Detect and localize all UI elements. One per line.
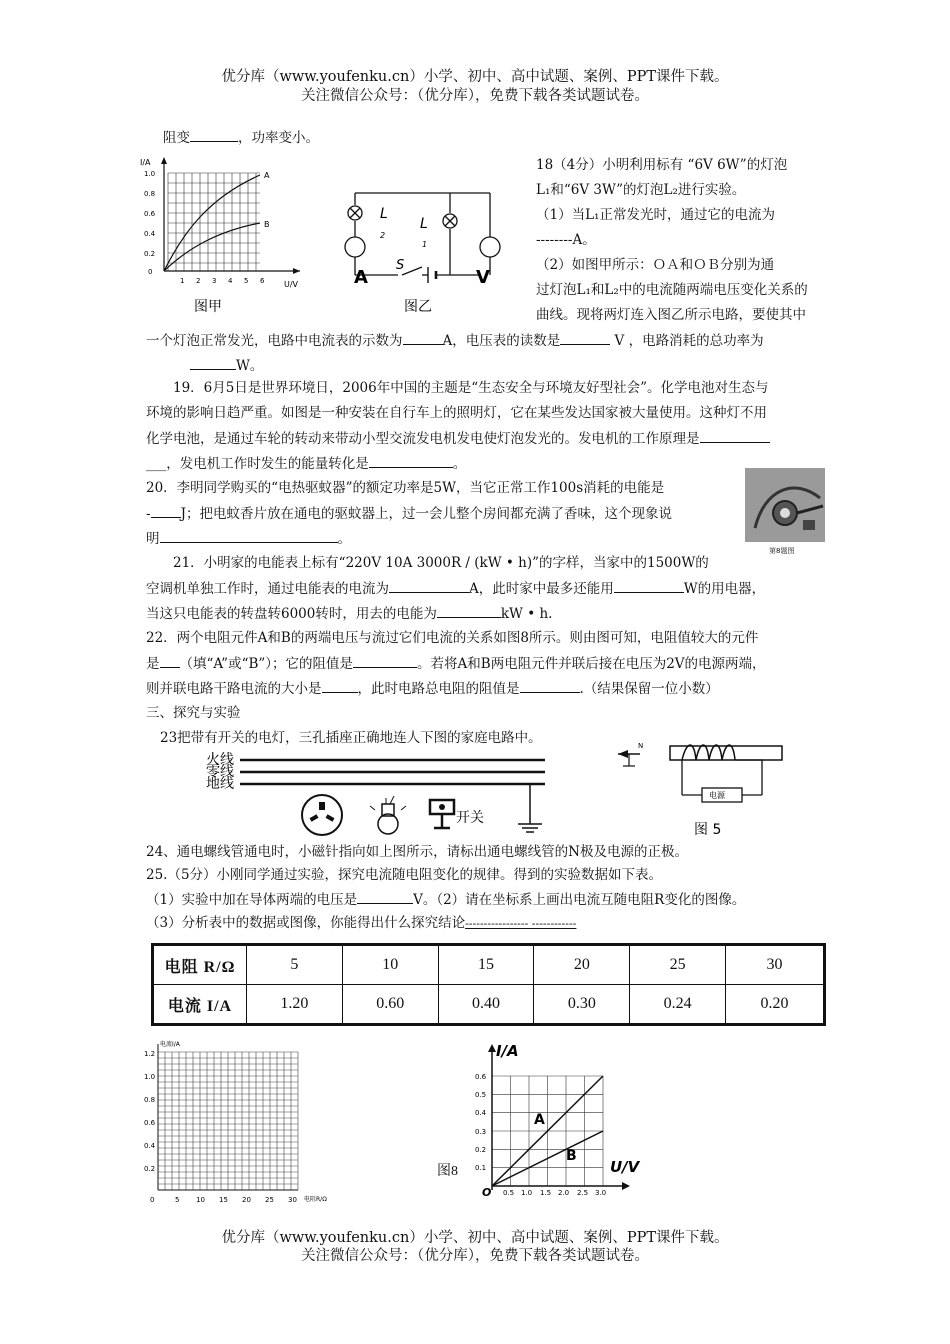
- y-tick: 0.4: [144, 230, 156, 238]
- table-cell: 20: [534, 945, 630, 985]
- table-cell: 0.30: [534, 985, 630, 1025]
- answer-blank[interactable]: [160, 528, 338, 543]
- fig-jia-graph: [138, 153, 310, 321]
- voltmeter-icon: [480, 237, 500, 257]
- lamp-l1-label: L: [420, 216, 428, 232]
- lamp-l2-label: L: [380, 206, 388, 222]
- fig8-x-tick: 1.0: [521, 1189, 533, 1197]
- x-tick: 5: [244, 277, 249, 285]
- y-tick: 0.6: [144, 210, 156, 218]
- fig-yi-caption: 图乙: [404, 299, 432, 315]
- curve-a-label: A: [264, 171, 270, 180]
- switch-label: 开关: [456, 810, 484, 826]
- q22-line1: 22．两个电阻元件A和B的两端电压与流过它们电流的关系如图8所示。则由图可知，电阻值较大的元件: [146, 630, 759, 646]
- curve-b-label: B: [264, 220, 270, 229]
- y-tick: 0.8: [144, 190, 156, 198]
- x-axis-label: U/V: [284, 280, 299, 289]
- fig8-y-tick: 0.5: [475, 1091, 487, 1099]
- grid-x-tick: 10: [196, 1196, 205, 1204]
- answer-blank[interactable]: [389, 578, 469, 593]
- q18-line6: 过灯泡L₁和L₂中的电流随两端电压变化关系的: [536, 282, 808, 298]
- wall-switch-icon[interactable]: [430, 800, 454, 828]
- table-cell: 1.20: [247, 985, 343, 1025]
- grid-x-tick: 5: [175, 1196, 180, 1204]
- x-tick: 6: [260, 277, 265, 285]
- grid-y-tick: 1.0: [144, 1073, 156, 1081]
- grid-x-tick: 25: [265, 1196, 274, 1204]
- answer-blank[interactable]: [151, 503, 181, 518]
- page-footer-line1: 优分库（www.youfenku.cn）小学、初中、高中试题、案例、PPT课件下载。: [221, 1230, 729, 1246]
- q25-line3: （3）分析表中的数据或图像，你能得出什么探究结论----------------- ------------: [146, 915, 577, 931]
- house-circuit: [200, 750, 550, 840]
- fig8-x-label: U/V: [610, 1158, 640, 1176]
- grid-x-tick: 20: [242, 1196, 251, 1204]
- light-bulb-icon[interactable]: [370, 796, 406, 834]
- fig8-y-label: I/A: [496, 1042, 519, 1060]
- table-row-header: 电阻 R/Ω: [153, 945, 247, 985]
- q24-text: 24、通电螺线管通电时，小磁针指向如上图所示，请标出通电螺线管的N极及电源的正极。: [146, 844, 688, 860]
- lamp-l1-sub: 1: [422, 240, 428, 249]
- table-row: [153, 985, 825, 1025]
- x-tick: 1: [180, 277, 185, 285]
- table-cell: 0.24: [630, 985, 726, 1025]
- y-axis-label: I/A: [140, 158, 151, 167]
- q18-line1: 18（4分）小明利用标有 “6V 6W”的灯泡: [536, 157, 788, 173]
- q18-line4: --------A。: [536, 232, 596, 248]
- table-cell: 0.20: [726, 985, 825, 1025]
- q17-tail: 阻变 ，功率变小。: [163, 127, 319, 148]
- q20-line2: - J；把电蚊香片放在通电的驱蚊器上，过一会儿整个房间都充满了香味，这个现象说: [146, 503, 672, 524]
- fig8-x-tick: 2.5: [577, 1189, 589, 1197]
- line-b-label: B: [566, 1148, 577, 1164]
- line-a-label: A: [534, 1112, 545, 1128]
- page-header-line1: 优分库（www.youfenku.cn）小学、初中、高中试题、案例、PPT课件下载。: [221, 69, 729, 85]
- page-header-line2: 关注微信公众号：（优分库），免费下载各类试题试卷。: [301, 88, 649, 104]
- q18-line7: 曲线。现将两灯连入图乙所示电路，要使其中: [536, 307, 806, 323]
- grid-y-tick: 0.8: [144, 1096, 156, 1104]
- fig5-solenoid: [612, 740, 792, 840]
- coil-icon: [682, 745, 735, 760]
- grid-y-label: 电流I/A: [160, 1041, 180, 1048]
- y-tick: 0.2: [144, 250, 156, 258]
- q18-line2: L₁和“6V 3W”的灯泡L₂进行实验。: [536, 182, 746, 198]
- fig8-x-tick: 3.0: [595, 1189, 607, 1197]
- section-3-title: 三、探究与实验: [146, 705, 241, 721]
- grid-x-tick: 15: [219, 1196, 228, 1204]
- answer-blank[interactable]: [520, 678, 580, 693]
- fig8-y-tick: 0.3: [475, 1128, 487, 1136]
- grid-x-label: 电阻R/Ω: [304, 1196, 327, 1203]
- grid-y-tick: 0.6: [144, 1119, 156, 1127]
- q19-line4: ___，发电机工作时发生的能量转化是 。: [146, 453, 466, 474]
- q19-line2: 环境的影响日趋严重。如图是一种安装在自行车上的照明灯，它在某些发达国家被大量使用。这种灯不用: [146, 405, 767, 421]
- answer-blank[interactable]: [190, 355, 236, 370]
- y-tick: 1.0: [144, 170, 156, 178]
- q19-line3: 化学电池，是通过车轮的转动来带动小型交流发电机发电使灯泡发光的。发电机的工作原理是: [146, 428, 770, 449]
- voltmeter-label: V: [476, 267, 490, 288]
- q20-line3: 明 。: [146, 528, 351, 549]
- fig8-y-tick: 0.1: [475, 1164, 487, 1172]
- fig8-origin: O: [482, 1186, 492, 1199]
- answer-blank[interactable]: [190, 127, 238, 142]
- table-cell: 5: [247, 945, 343, 985]
- answer-blank[interactable]: [403, 330, 443, 345]
- table-row: [153, 945, 825, 985]
- answer-blank[interactable]: [614, 578, 684, 593]
- grid-x-tick: 0: [150, 1196, 155, 1204]
- fig8-caption: 图8: [437, 1164, 458, 1179]
- fig8-y-tick: 0.4: [475, 1109, 487, 1117]
- needle-n-label: N: [638, 742, 644, 750]
- power-source-label: 电源: [709, 791, 725, 800]
- q18-line8: 一个灯泡正常发光，电路中电流表的示数为 A，电压表的读数是 V ，电路消耗的总功率为: [146, 330, 764, 351]
- answer-blank[interactable]: [353, 653, 417, 668]
- q18-line3: （1）当L₁正常发光时，通过它的电流为: [536, 207, 775, 223]
- ground-wire-label: 地线: [206, 776, 234, 792]
- table-cell: 0.40: [438, 985, 534, 1025]
- q20-line1: 20．李明同学购买的“电热驱蚊器”的额定功率是5W，当它正常工作100s消耗的电能是: [146, 480, 665, 496]
- answer-blank[interactable]: [160, 653, 180, 668]
- table-cell: 0.60: [342, 985, 438, 1025]
- three-hole-socket-icon[interactable]: [302, 795, 342, 835]
- curve-b: [164, 223, 260, 271]
- ammeter-icon: [345, 237, 365, 257]
- bicycle-light-photo: [745, 468, 825, 542]
- lamp-l2-sub: 2: [380, 231, 386, 240]
- page-footer-line2: 关注微信公众号：（优分库），免费下载各类试题试卷。: [301, 1248, 649, 1264]
- x-tick: 2: [196, 277, 201, 285]
- table-cell: 10: [342, 945, 438, 985]
- x-tick: 4: [228, 277, 233, 285]
- fig8-graph: [470, 1040, 650, 1200]
- grid-y-tick: 1.2: [144, 1050, 156, 1058]
- grid-y-tick: 0.4: [144, 1142, 156, 1150]
- q19-line1: 19．6月5日是世界环境日，2006年中国的主题是“生态安全与环境友好型社会”。化学电池对生态与: [173, 380, 769, 396]
- blank-grid-chart[interactable]: [138, 1038, 378, 1208]
- q21-line1: 21．小明家的电能表上标有“220V 10A 3000R / (kW • h)”的字样，当家中的1500W的: [173, 555, 709, 571]
- q21-line2: 空调机单独工作时，通过电能表的电流为 A，此时家中最多还能用 W的用电器，: [146, 578, 765, 599]
- q18-line9: W。: [190, 355, 263, 376]
- q25-line2: （1）实验中加在导体两端的电压是 V。（2）请在坐标系上画出电流互随电阻R变化的图像。: [146, 889, 745, 910]
- fig8-x-tick: 1.5: [540, 1189, 552, 1197]
- table-row-header: 电流 I/A: [153, 985, 247, 1025]
- photo-caption: 第8题图: [769, 547, 795, 555]
- fig-jia-caption: 图甲: [194, 299, 222, 315]
- q22-line2: 是 （填“A”或“B”）；它的阻值是 。若将A和B两电阻元件并联后接在电压为2V的电源两端，: [146, 653, 766, 674]
- fig8-y-tick: 0.6: [475, 1073, 487, 1081]
- answer-blank[interactable]: [700, 428, 770, 443]
- live-wire-label: 火线: [206, 752, 234, 768]
- q23-text: 23把带有开关的电灯，三孔插座正确地连人下图的家庭电路中。: [160, 730, 542, 746]
- fig8-y-tick: 0.2: [475, 1146, 487, 1154]
- q22-line3: 则并联电路干路电流的大小是 ，此时电路总电阻的阻值是 .（结果保留一位小数）: [146, 678, 719, 699]
- q25-line1: 25.（5分）小刚同学通过实验，探究电流随电阻变化的规律。得到的实验数据如下表。: [146, 867, 663, 883]
- table-cell: 30: [726, 945, 825, 985]
- answer-blank[interactable]: [357, 889, 413, 904]
- fig8-x-tick: 0.5: [503, 1189, 515, 1197]
- fig-yi-circuit: [340, 185, 505, 320]
- resistance-current-table: [151, 943, 826, 1026]
- table-cell: 25: [630, 945, 726, 985]
- answer-blank[interactable]: [369, 453, 453, 468]
- x-tick: 3: [212, 277, 217, 285]
- q21-line3: 当这只电能表的转盘转6000转时，用去的电能为 kW • h.: [146, 603, 552, 624]
- ammeter-label: A: [354, 267, 368, 288]
- answer-blank[interactable]: [437, 603, 501, 618]
- fig5-caption: 图 5: [694, 822, 722, 838]
- fig8-x-tick: 2.0: [558, 1189, 570, 1197]
- grid-x-tick: 30: [288, 1196, 297, 1204]
- y-tick: 0: [148, 268, 153, 276]
- grid-y-tick: 0.2: [144, 1165, 156, 1173]
- neutral-wire-label: 零线: [206, 764, 234, 780]
- switch-label: S: [396, 258, 405, 273]
- answer-blank[interactable]: [322, 678, 358, 693]
- table-cell: 15: [438, 945, 534, 985]
- answer-blank[interactable]: [560, 330, 610, 345]
- q18-line5: （2）如图甲所示：ＯＡ和ＯＢ分别为通: [536, 257, 775, 273]
